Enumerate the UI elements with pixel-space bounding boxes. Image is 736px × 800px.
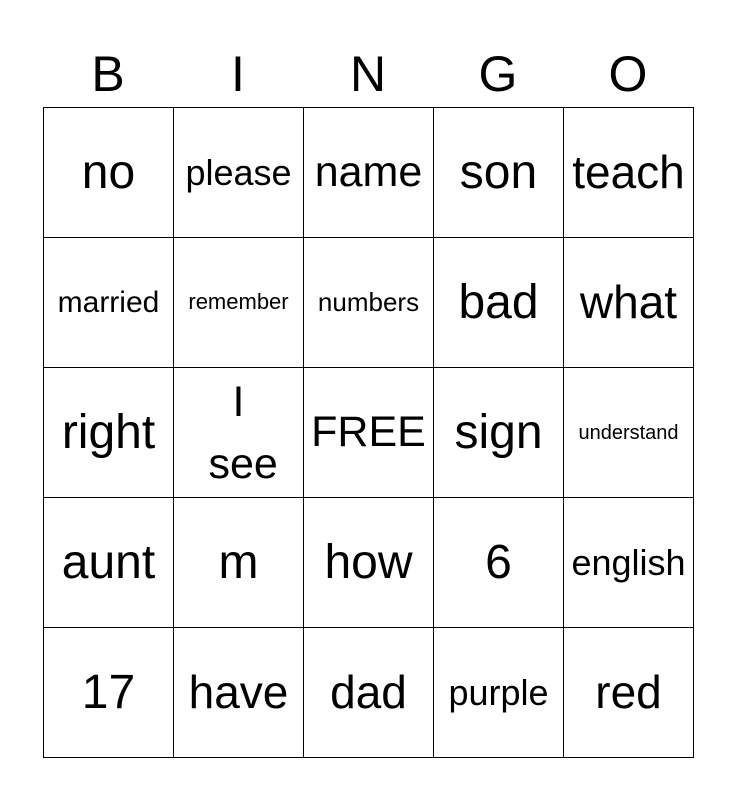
cell-label: have [188,665,289,718]
cell-label: no [81,145,136,199]
bingo-cell[interactable] [174,108,304,238]
bingo-cell[interactable] [564,498,694,628]
bingo-cell[interactable] [434,108,564,238]
cell-label: sign [454,405,543,459]
cell-label: married [57,285,160,319]
bingo-cell[interactable] [174,628,304,758]
bingo-cell[interactable] [44,238,174,368]
cell-label: bad [458,275,539,329]
bingo-cell[interactable] [434,238,564,368]
cell-label: son [459,145,538,199]
cell-label: right [61,405,156,459]
bingo-cell[interactable] [564,108,694,238]
cell-label: FREE [311,407,426,456]
bingo-cell[interactable] [304,368,434,498]
bingo-cell[interactable] [174,368,304,498]
bingo-cell[interactable] [564,628,694,758]
cell-label: dad [330,665,407,718]
cell-label: 17 [81,665,136,719]
cell-label: english [571,541,686,583]
header-letter-g: G [478,46,518,102]
cell-label: remember [188,289,289,315]
cell-label: m [218,535,259,589]
cell-label: please [185,151,292,193]
cell-label: numbers [317,286,420,317]
cell-label: name [314,147,423,196]
cell-label: aunt [61,535,156,589]
bingo-cell[interactable] [564,368,694,498]
header-letter-n: N [349,46,387,102]
cell-label: red [595,665,662,718]
bingo-cell[interactable] [304,498,434,628]
cell-label: what [579,275,678,328]
bingo-cell[interactable] [174,238,304,368]
cell-label: how [324,535,413,589]
cell-label: I see [208,377,278,488]
cell-label: purple [448,671,549,713]
bingo-board [43,107,694,758]
bingo-cell[interactable] [434,628,564,758]
header-letter-i: I [231,46,245,102]
cell-label: 6 [485,535,512,589]
cell-label: teach [572,145,685,198]
bingo-cell[interactable] [304,108,434,238]
header-letter-o: O [608,46,648,102]
header-letter-b: B [91,46,125,102]
bingo-cell[interactable] [304,628,434,758]
bingo-cell[interactable] [174,498,304,628]
bingo-cell[interactable] [44,628,174,758]
bingo-cell[interactable] [44,108,174,238]
bingo-cell[interactable] [44,368,174,498]
bingo-cell[interactable] [304,238,434,368]
bingo-cell[interactable] [44,498,174,628]
bingo-header [43,44,693,104]
bingo-cell[interactable] [434,368,564,498]
bingo-cell[interactable] [564,238,694,368]
cell-label: understand [578,421,679,444]
bingo-cell[interactable] [434,498,564,628]
